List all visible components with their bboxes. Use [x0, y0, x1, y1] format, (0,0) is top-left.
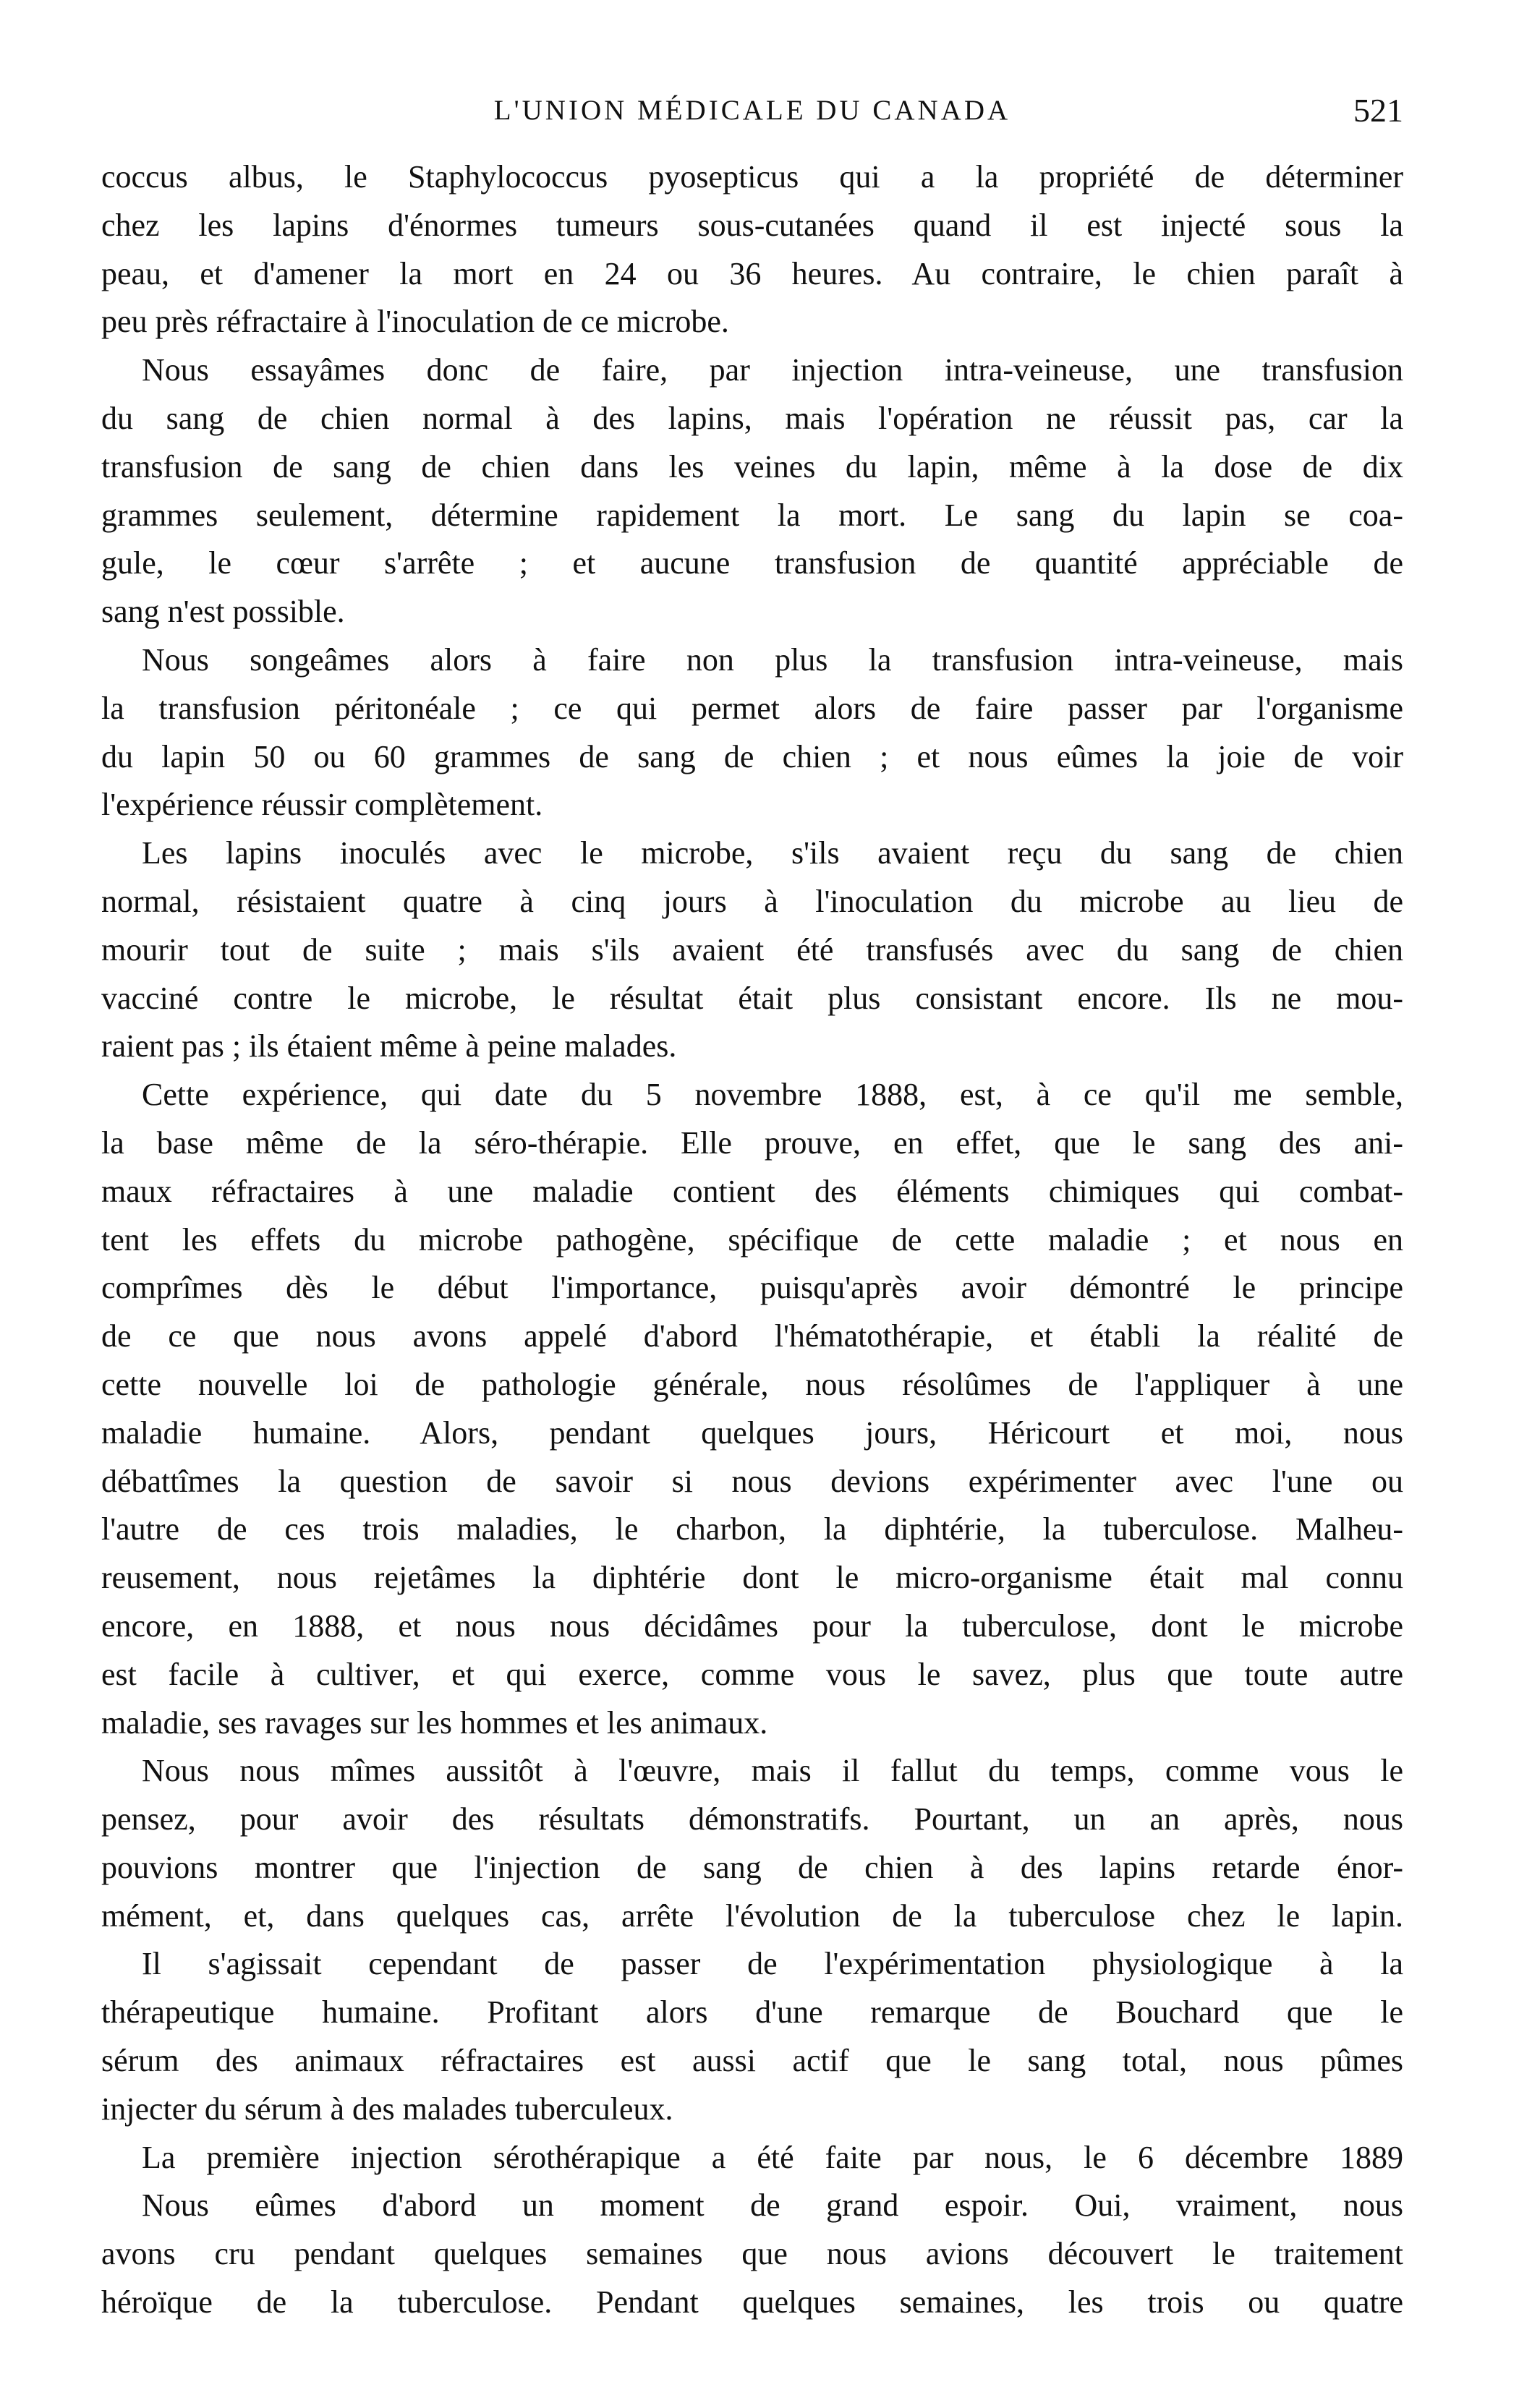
text-line: la base même de la séro-thérapie. Elle prouve, en effet, que le sang des ani-	[101, 1124, 1403, 1161]
text-line: maladie, ses ravages sur les hommes et les animaux.	[101, 1704, 768, 1741]
text-line: l'expérience réussir complètement.	[101, 787, 543, 823]
text-line: encore, en 1888, et nous nous décidâmes pour la tuberculose, dont le microbe	[101, 1608, 1403, 1644]
text-line: sang n'est possible.	[101, 594, 345, 630]
running-title: L'UNION MÉDICALE DU CANADA	[493, 95, 1011, 126]
text-line: du sang de chien normal à des lapins, mais l'opération ne réussit pas, car la	[101, 400, 1403, 436]
text-line: pouvions montrer que l'injection de sang de chien à des lapins retarde énor-	[101, 1849, 1403, 1885]
page-number: 521	[1353, 92, 1403, 129]
text-line: maladie humaine. Alors, pendant quelques jours, Héricourt et moi, nous	[101, 1414, 1403, 1451]
text-line: Nous nous mîmes aussitôt à l'œuvre, mais il fallut du temps, comme vous le	[142, 1753, 1403, 1789]
text-line: gule, le cœur s'arrête ; et aucune transfusion de quantité appréciable de	[101, 545, 1403, 581]
text-line: raient pas ; ils étaient même à peine malades.	[101, 1028, 677, 1064]
text-line: la transfusion péritonéale ; ce qui permet alors de faire passer par l'organisme	[101, 690, 1403, 726]
text-line: Nous essayâmes donc de faire, par injection intra-veineuse, une transfusion	[142, 352, 1403, 388]
text-line: mément, et, dans quelques cas, arrête l'évolution de la tuberculose chez le lapin.	[101, 1897, 1403, 1934]
text-line: chez les lapins d'énormes tumeurs sous-cutanées quand il est injecté sous la	[101, 207, 1403, 243]
running-head	[101, 85, 1403, 136]
text-line: coccus albus, le Staphylococcus pyosepticus qui a la propriété de déterminer	[101, 159, 1403, 195]
text-line: avons cru pendant quelques semaines que nous avions découvert le traitement	[101, 2236, 1403, 2272]
text-line: héroïque de la tuberculose. Pendant quelques semaines, les trois ou quatre	[101, 2284, 1403, 2321]
body-text	[101, 153, 1403, 2327]
text-line: Il s'agissait cependant de passer de l'expérimentation physiologique à la	[142, 1946, 1403, 1982]
text-line: Les lapins inoculés avec le microbe, s'ils avaient reçu du sang de chien	[142, 835, 1403, 871]
text-line: La première injection sérothérapique a été faite par nous, le 6 décembre 1889	[142, 2139, 1403, 2175]
text-line: Nous eûmes d'abord un moment de grand espoir. Oui, vraiment, nous	[142, 2187, 1403, 2224]
text-line: thérapeutique humaine. Profitant alors d'une remarque de Bouchard que le	[101, 1994, 1403, 2031]
text-line: injecter du sérum à des malades tuberculeux.	[101, 2091, 673, 2127]
text-line: comprîmes dès le début l'importance, puisqu'après avoir démontré le principe	[101, 1270, 1403, 1306]
text-line: du lapin 50 ou 60 grammes de sang de chien ; et nous eûmes la joie de voir	[101, 738, 1403, 774]
text-line: tent les effets du microbe pathogène, spécifique de cette maladie ; et nous en	[101, 1221, 1403, 1258]
text-line: Nous songeâmes alors à faire non plus la transfusion intra-veineuse, mais	[142, 641, 1403, 678]
text-line: est facile à cultiver, et qui exerce, comme vous le savez, plus que toute autre	[101, 1656, 1403, 1692]
text-line: cette nouvelle loi de pathologie générale, nous résolûmes de l'appliquer à une	[101, 1366, 1403, 1402]
text-line: reusement, nous rejetâmes la diphtérie dont le micro-organisme était mal connu	[101, 1560, 1403, 1596]
text-line: de ce que nous avons appelé d'abord l'hématothérapie, et établi la réalité de	[101, 1318, 1403, 1354]
text-line: transfusion de sang de chien dans les veines du lapin, même à la dose de dix	[101, 448, 1403, 484]
text-line: normal, résistaient quatre à cinq jours à l'inoculation du microbe au lieu de	[101, 883, 1403, 919]
text-line: Cette expérience, qui date du 5 novembre 1888, est, à ce qu'il me semble,	[142, 1077, 1403, 1113]
text-line: peau, et d'amener la mort en 24 ou 36 heures. Au contraire, le chien paraît à	[101, 255, 1403, 291]
text-line: pensez, pour avoir des résultats démonstratifs. Pourtant, un an après, nous	[101, 1801, 1403, 1837]
text-line: grammes seulement, détermine rapidement la mort. Le sang du lapin se coa-	[101, 497, 1403, 533]
text-line: vacciné contre le microbe, le résultat était plus consistant encore. Ils ne mou-	[101, 980, 1403, 1016]
text-line: mourir tout de suite ; mais s'ils avaient été transfusés avec du sang de chien	[101, 931, 1403, 968]
text-line: l'autre de ces trois maladies, le charbon, la diphtérie, la tuberculose. Malheu-	[101, 1511, 1403, 1547]
text-line: sérum des animaux réfractaires est aussi actif que le sang total, nous pûmes	[101, 2043, 1403, 2079]
text-line: débattîmes la question de savoir si nous devions expérimenter avec l'une ou	[101, 1463, 1403, 1499]
text-line: peu près réfractaire à l'inoculation de ce microbe.	[101, 304, 729, 340]
text-line: maux réfractaires à une maladie contient des éléments chimiques qui combat-	[101, 1173, 1403, 1209]
